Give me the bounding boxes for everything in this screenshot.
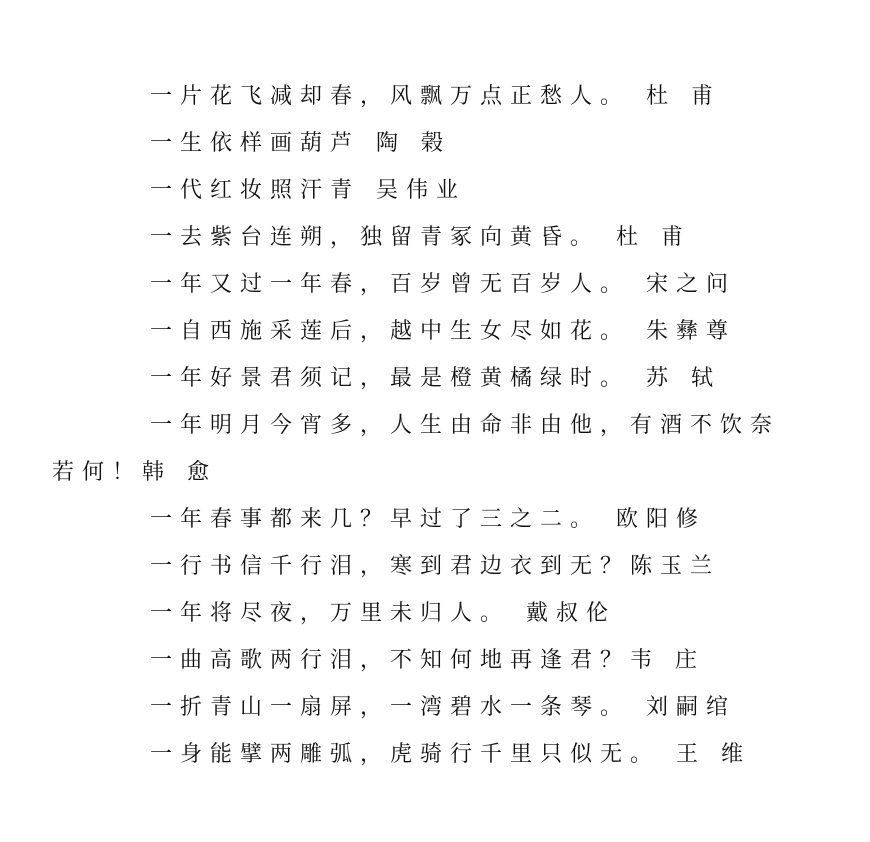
line-author: 吴伟业: [376, 178, 467, 203]
line-author: 朱彝尊: [646, 319, 737, 344]
poem-line: [150, 129, 451, 159]
line-author: 刘嗣绾: [646, 695, 737, 720]
line-author: 杜 甫: [646, 84, 722, 109]
poem-line-continuation: [52, 458, 217, 488]
poem-line: [150, 223, 691, 253]
line-author: 陈玉兰: [630, 554, 721, 579]
poem-line: [150, 364, 721, 394]
line-author: 宋之问: [646, 272, 737, 297]
line-author: 王 维: [676, 742, 752, 767]
line-text: 一身能擘两雕弧，虎骑行千里只似无。: [150, 742, 661, 767]
line-text: 一去紫台连朔，独留青冢向黄昏。: [150, 225, 601, 250]
line-text: 一片花飞减却春，风飘万点正愁人。: [150, 84, 631, 109]
poem-line: [150, 599, 616, 629]
poem-line: [150, 82, 721, 112]
poem-line: [150, 270, 736, 300]
line-text: 一行书信千行泪，寒到君边衣到无？: [150, 554, 631, 579]
line-author: 韦 庄: [630, 648, 706, 673]
line-author: 韩 愈: [142, 460, 218, 485]
line-text: 一代红妆照汗青: [150, 178, 361, 203]
line-author: 戴叔伦: [526, 601, 617, 626]
line-text: 一年将尽夜，万里未归人。: [150, 601, 511, 626]
poem-line: [150, 693, 736, 723]
line-author: 欧阳修: [616, 507, 707, 532]
poem-line: [150, 740, 751, 770]
line-text: 一年又过一年春，百岁曾无百岁人。: [150, 272, 631, 297]
poem-line: [150, 505, 706, 535]
line-author: 苏 轼: [646, 366, 722, 391]
line-text: 一年好景君须记，最是橙黄橘绿时。: [150, 366, 631, 391]
line-author: 杜 甫: [616, 225, 692, 250]
poem-line: [150, 646, 705, 676]
line-text: 一年明月今宵多，人生由命非由他，有酒不饮奈: [150, 413, 781, 438]
line-text: 一曲高歌两行泪，不知何地再逢君？: [150, 648, 631, 673]
line-text: 若何！: [52, 460, 143, 485]
line-text: 一年春事都来几？早过了三之二。: [150, 507, 601, 532]
poem-line: [150, 552, 720, 582]
poem-line: [150, 176, 466, 206]
line-author: 陶 榖: [376, 131, 452, 156]
poem-line: [150, 317, 736, 347]
line-text: 一折青山一扇屏，一湾碧水一条琴。: [150, 695, 631, 720]
poem-line: [150, 411, 780, 441]
line-text: 一自西施采莲后，越中生女尽如花。: [150, 319, 631, 344]
line-text: 一生依样画葫芦: [150, 131, 361, 156]
